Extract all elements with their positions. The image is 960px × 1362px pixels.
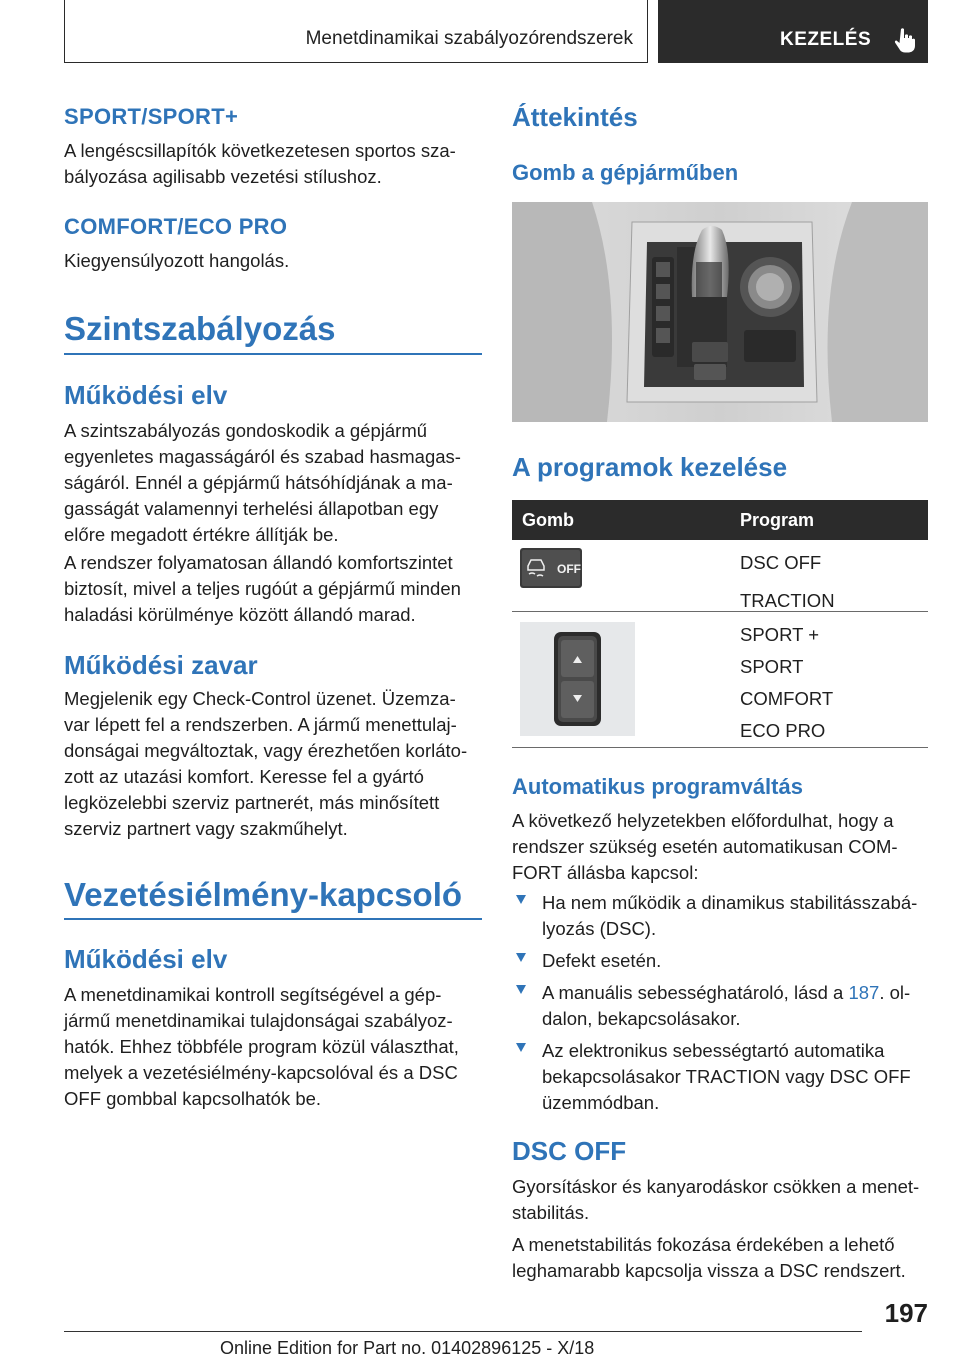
bullet-triangle-icon: [516, 895, 526, 904]
driving-experience-switch-image: [520, 622, 635, 736]
footer-rule: [64, 1331, 862, 1332]
column-header-button: Gomb: [522, 510, 574, 530]
table-row: [512, 612, 928, 748]
text-line: OFF gombbal kapcsolhatók be.: [64, 1088, 322, 1109]
text-line: bekapcsolásakor TRACTION vagy DSC OFF: [542, 1066, 911, 1087]
bullet-triangle-icon: [516, 953, 526, 962]
text-line: legközelebbi szerviz partnerét, más minősített: [64, 792, 440, 813]
program-name: SPORT: [740, 656, 804, 677]
chapter-tab: [64, 0, 648, 63]
level-principle-text-2: [64, 550, 482, 628]
text-line: gasságát valamennyi terhelési állapotban egy: [64, 498, 439, 519]
bullet-triangle-icon: [516, 1043, 526, 1052]
text-line: egyenletes magasságáról és szabad hasmagas-: [64, 446, 461, 467]
text-line: rendszer szükség esetén automatikusan COM-: [512, 836, 898, 857]
text-line: A menetstabilitás fokozása érdekében a lehető: [512, 1234, 895, 1255]
programs-table: [512, 500, 928, 748]
text-line: előre megadott értékre állítják be.: [64, 524, 339, 545]
level-principle-heading: Működési elv: [64, 380, 228, 410]
program-name: COMFORT: [740, 688, 834, 709]
dsc-off-text: [512, 1174, 928, 1226]
text-line: jármű menetdinamikai tulajdonságai szabályoz-: [64, 1010, 453, 1031]
heading-rule: [64, 353, 482, 355]
program-name: DSC OFF: [740, 552, 822, 573]
text-line: zott az utazási komfort. Keresse fel a gyártó: [64, 766, 424, 787]
text-line: var lépett fel a rendszerben. A jármű menettulaj-: [64, 714, 457, 735]
text-line: [542, 980, 928, 1006]
malfunction-text: [64, 686, 482, 842]
text-line: Kiegyensúlyozott hangolás.: [64, 250, 290, 271]
text-line: dalon, bekapcsolásakor.: [542, 1008, 741, 1029]
text-line: haladási körülménye között állandó marad.: [64, 604, 416, 625]
level-principle-text: [64, 418, 482, 548]
dsc-off-button-image: [520, 548, 582, 588]
dsc-off-text-2: [512, 1232, 928, 1284]
button-in-car-heading: Gomb a gépjárműben: [512, 160, 739, 185]
table-row: [512, 540, 928, 612]
text-line: Az elektronikus sebességtartó automatika: [542, 1040, 885, 1061]
page-number: 197: [884, 1298, 928, 1328]
text-line: melyek a vezetésiélmény-kapcsolóval és a DSC: [64, 1062, 458, 1083]
section-tab: [658, 0, 928, 63]
text-line: biztosít, mivel a teljes rugóút a gépjármű minden: [64, 578, 461, 599]
switch-principle-heading: Működési elv: [64, 944, 228, 974]
dsc-off-heading: DSC OFF: [512, 1136, 627, 1166]
malfunction-heading: Működési zavar: [64, 650, 258, 680]
section-label: KEZELÉS: [780, 29, 872, 50]
text-line: stabilitás.: [512, 1202, 590, 1223]
program-name: SPORT +: [740, 624, 820, 645]
column-header-program: Program: [740, 510, 815, 530]
auto-switch-heading: Automatikus programváltás: [512, 774, 803, 799]
text-line: lyozás (DSC).: [542, 918, 657, 939]
sport-text: [64, 138, 482, 190]
bullet-triangle-icon: [516, 985, 526, 994]
driving-switch-heading: Vezetésiélmény-kapcsoló: [64, 876, 463, 913]
text-line: leghamarabb kapcsolja vissza a DSC rendszert.: [512, 1260, 906, 1281]
comfort-text: [64, 248, 289, 274]
chapter-title: Menetdinamikai szabályozórendszerek: [305, 28, 633, 49]
text-line: bályozása agilisabb vezetési stílushoz.: [64, 166, 382, 187]
heading-rule: [64, 918, 482, 920]
table-header: [512, 500, 928, 540]
text-line: A rendszer folyamatosan állandó komfortszintet: [64, 552, 453, 573]
sport-heading: SPORT/SPORT+: [64, 104, 239, 129]
text-line: Gyorsításkor és kanyarodáskor csökken a menet-: [512, 1176, 920, 1197]
level-control-heading: Szintszabályozás: [64, 310, 336, 347]
comfort-heading: COMFORT/ECO PRO: [64, 214, 288, 239]
text-line: ságáról. Ennél a gépjármű hátsóhídjának a ma-: [64, 472, 453, 493]
switch-principle-text: [64, 982, 482, 1112]
hand-pointer-icon: [892, 27, 916, 53]
edition-footer: Online Edition for Part no. 01402896125 - X/18: [220, 1338, 595, 1358]
page-link[interactable]: 187: [848, 982, 880, 1003]
text-line: Ha nem működik a dinamikus stabilitásszabá-: [542, 892, 918, 913]
page-header: [64, 0, 928, 66]
text-fragment: . ol-: [879, 982, 911, 1003]
text-line: donságai megváltoztak, vagy érezhetően korláto-: [64, 740, 468, 761]
dsc-off-label: OFF: [557, 562, 581, 576]
text-line: FORT állásba kapcsol:: [512, 862, 699, 883]
text-line: A menetdinamikai kontroll segítségével a gép-: [64, 984, 442, 1005]
text-line: üzemmódban.: [542, 1092, 660, 1113]
text-fragment: A manuális sebességhatároló, lásd a: [542, 982, 849, 1003]
text-line: A lengéscsillapítók következetesen sportos sza-: [64, 140, 456, 161]
text-line: szerviz partnert vagy szakműhelyt.: [64, 818, 348, 839]
center-console-photo: [512, 202, 928, 422]
auto-switch-text: [512, 808, 928, 886]
program-name: ECO PRO: [740, 720, 826, 741]
text-line: A következő helyzetekben előfordulhat, hogy a: [512, 810, 894, 831]
overview-heading: Áttekintés: [512, 102, 638, 132]
programs-heading: A programok kezelése: [512, 452, 788, 482]
program-name: TRACTION: [740, 590, 835, 611]
text-line: A szintszabályozás gondoskodik a gépjármű: [64, 420, 428, 441]
text-line: Megjelenik egy Check-Control üzenet. Üzemza-: [64, 688, 456, 709]
text-line: Defekt esetén.: [542, 950, 662, 971]
text-line: hatók. Ehhez többféle program közül választhat,: [64, 1036, 459, 1057]
